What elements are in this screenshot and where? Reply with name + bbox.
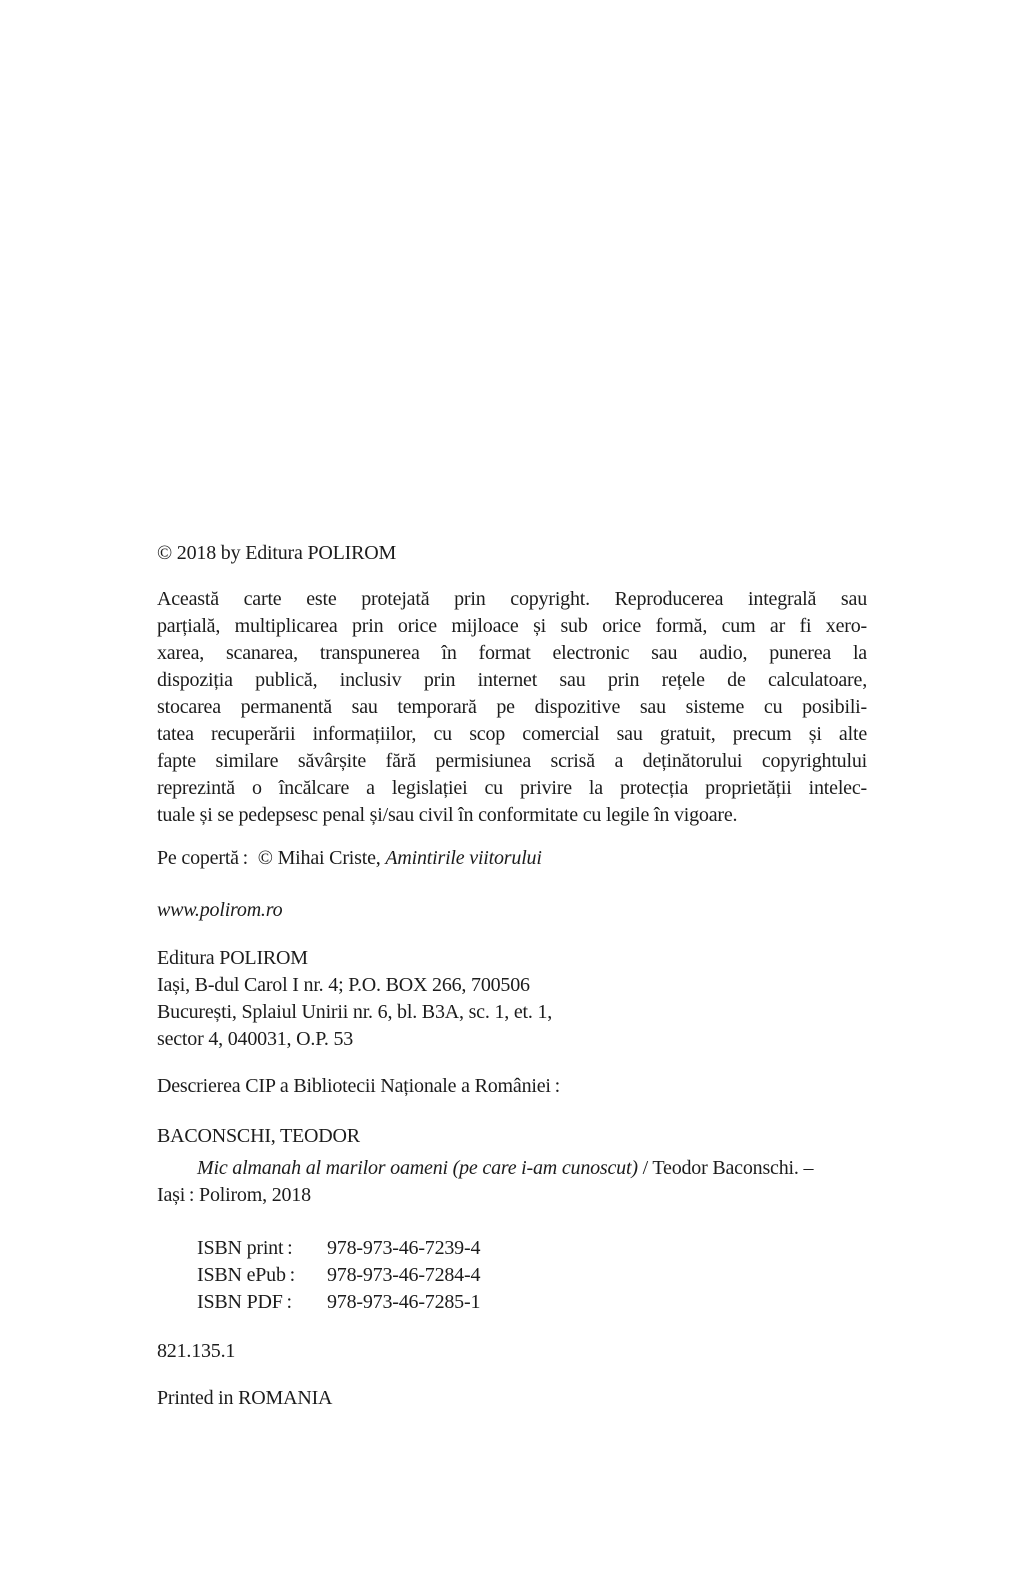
isbn-block	[157, 1235, 867, 1316]
isbn-value: 978-973-46-7285-1	[327, 1291, 481, 1313]
license-paragraph	[157, 586, 867, 829]
copyright-page	[157, 540, 867, 1412]
cip-entry	[157, 1155, 867, 1209]
paragraph-line: Această carte este protejată prin copyright. Reproducerea integrală sau	[157, 588, 867, 610]
paragraph-line: tuale și se pedepsesc penal și/sau civil în conformitate cu legile în vigoare.	[157, 804, 738, 826]
cover-credit-prefix: Pe copertă : © Mihai Criste,	[157, 847, 386, 869]
isbn-value: 978-973-46-7284-4	[327, 1264, 481, 1286]
publisher-block	[157, 945, 867, 1053]
udc-number: 821.135.1	[157, 1340, 236, 1362]
publisher-address-line: sector 4, 040031, O.P. 53	[157, 1028, 354, 1050]
publisher-name: Editura POLIROM	[157, 947, 308, 969]
paragraph-line: stocarea permanentă sau temporară pe dispozitive sau sisteme cu posibili-	[157, 696, 867, 718]
isbn-row	[197, 1262, 867, 1289]
website-url: www.polirom.ro	[157, 899, 283, 921]
publisher-address-line: Iași, B-dul Carol I nr. 4; P.O. BOX 266, 700506	[157, 974, 530, 996]
paragraph-line: fapte similare săvârșite fără permisiunea scrisă a deținătorului copyrightului	[157, 750, 867, 772]
isbn-row	[197, 1289, 867, 1316]
paragraph-line: reprezintă o încălcare a legislației cu privire la protecția proprietății intelec-	[157, 777, 867, 799]
isbn-value: 978-973-46-7239-4	[327, 1237, 481, 1259]
publisher-address-line: București, Splaiul Unirii nr. 6, bl. B3A, sc. 1, et. 1,	[157, 1001, 553, 1023]
isbn-label: ISBN ePub :	[197, 1264, 295, 1286]
isbn-row	[197, 1235, 867, 1262]
paragraph-line: xarea, scanarea, transpunerea în format electronic sau audio, punerea la	[157, 642, 867, 664]
cip-heading: Descrierea CIP a Bibliotecii Naționale a României :	[157, 1075, 560, 1097]
cip-title-rest: / Teodor Baconschi. –	[637, 1157, 814, 1179]
paragraph-line: parțială, multiplicarea prin orice mijloace și sub orice formă, cum ar fi xero-	[157, 615, 867, 637]
paragraph-line: tatea recuperării informațiilor, cu scop comercial sau gratuit, precum și alte	[157, 723, 867, 745]
cip-title-line	[157, 1155, 867, 1182]
cover-credit	[157, 845, 867, 872]
paragraph-line: dispoziția publică, inclusiv prin internet sau prin rețele de calculatoare,	[157, 669, 867, 691]
cip-author: BACONSCHI, TEODOR	[157, 1125, 360, 1147]
book-title: Mic almanah al marilor oameni (pe care i-am cunoscut)	[197, 1157, 638, 1179]
printed-in: Printed in ROMANIA	[157, 1387, 333, 1409]
isbn-label: ISBN PDF :	[197, 1291, 292, 1313]
copyright-notice: © 2018 by Editura POLIROM	[157, 542, 397, 564]
cip-imprint: Iași : Polirom, 2018	[157, 1184, 311, 1206]
cover-artwork-title: Amintirile viitorului	[385, 847, 542, 869]
isbn-label: ISBN print :	[197, 1237, 293, 1259]
